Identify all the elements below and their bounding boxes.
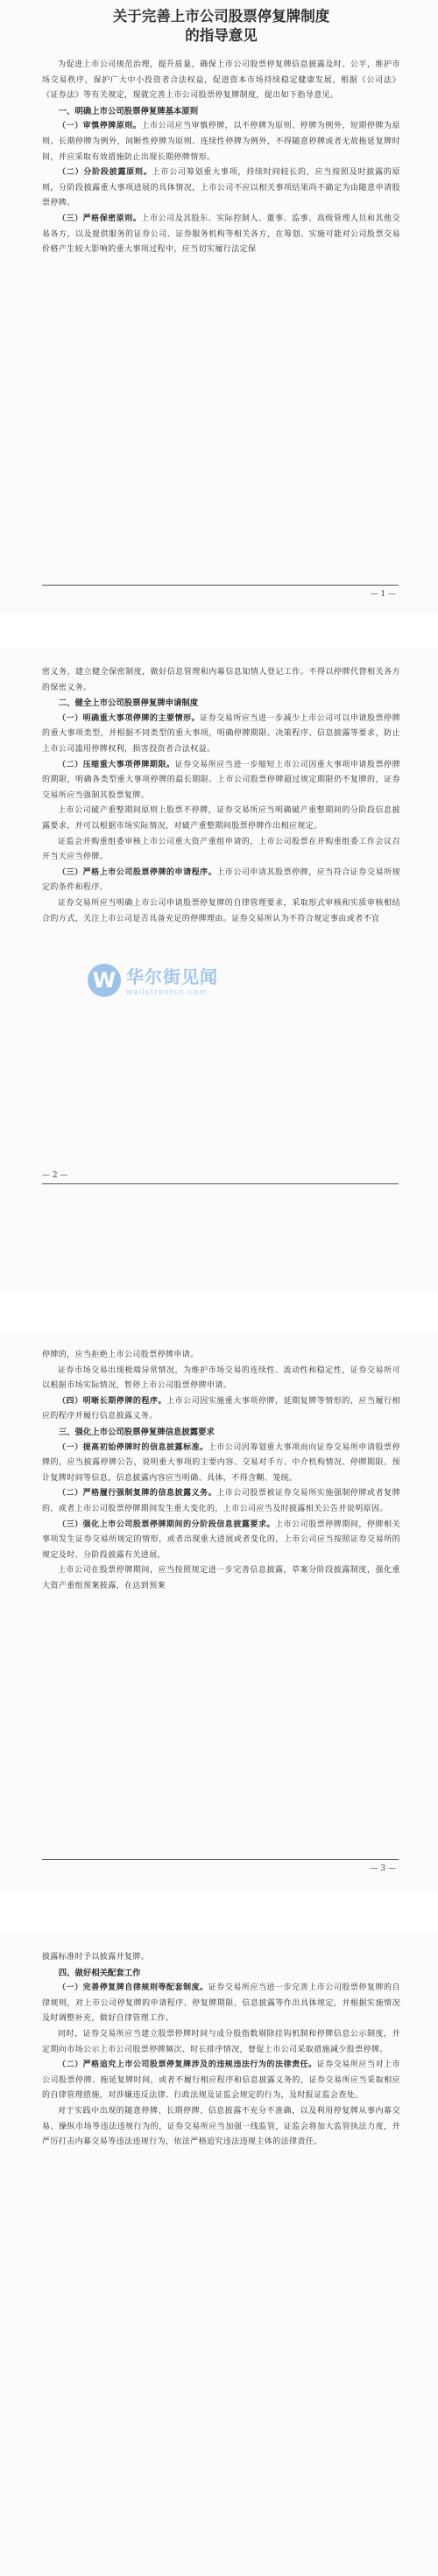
section-1-item-2 [42, 165, 400, 212]
section-3-item-3 [42, 1518, 400, 1564]
item-label: （二）分阶段披露原则。 [58, 168, 152, 178]
watermark-logo-icon: W [88, 964, 121, 997]
item-text: 上市公司应当审慎停牌，以不停牌为原则、停牌为例外，短期停牌为原则、长期停牌为例外，间断性停牌为原则、连续性停牌为例外，不得随意停牌或者无故拖延复牌时间，并应采取有效措施防止出现长期停牌情形。 [42, 122, 400, 162]
document-page-1 [0, 0, 438, 613]
continued-text: 披露标准时予以披露并复牌。 [42, 1953, 150, 1962]
item-text: 证券交易所应当对上市公司股票停牌、拖延复牌时间，或者不履行相应程序和信息披露义务的，证券交易所应当采取相应的自律管理措施，对涉嫌违反法律、行政法规及证监会规定的行为，及时报证监会查处。 [42, 2060, 400, 2101]
footer-rule [42, 1859, 399, 1860]
continued-text: 密义务，建立健全保密制度，做好信息管理和内幕信息知情人登记工作。不得以停牌代替相关各方的保密义务。 [42, 668, 400, 692]
item-text: 证券交易所应当进一步完善上市公司股票停复牌的自律规则，对上市公司停复牌的申请程序、停复牌期限、信息披露等作出具体规定，并根据实施情况及时调整补充，做好自律管理工作。 [42, 1983, 400, 2024]
section-4-item-2 [42, 2058, 400, 2104]
item-text: 证券交易所应当进一步减少上市公司可以申请股票停牌的重大事项类型，并根据不同类型的重大事项，明确停牌期限、决策程序、信息披露等要求，防止上市公司滥用停牌权利，损害投资者合法权益。 [42, 713, 400, 754]
item-text: 上市公司因实施重大事项停牌，延期复牌等情形的，应当履行相应的程序并履行信息披露义务。 [42, 1396, 401, 1421]
intro-paragraph: 为促进上市公司规范治理，提升质量，确保上市公司股票停复牌信息披露及时、公平，维护市场交易秩序，保护广大中小投资者合法权益，促进资本市场持续稳定健康发展，根据《公司法》《证券法》等有关规定，现就完善上市公司股票停复牌制度，提出如下指导意见。 [42, 60, 400, 101]
section-2-item-2-para-2: 上市公司破产重整期间原则上股票不停牌，证券交易所应当明确破产重整期间的分阶段信息披露要求，并可以根据市场实际情况，对破产重整期间股票停牌作出相应规定。 [42, 806, 400, 831]
item-text: 证券交易所应当进一步缩短上市公司因重大事项申请股票停牌的期限，明确各类型重大事项停牌的最长期限。上市公司股票停牌超过规定期限仍不复牌的，证券交易所应当强制其股票复牌。 [42, 760, 400, 800]
page-number: — 3 — [370, 1864, 396, 1873]
document-page-3 [0, 1330, 438, 1891]
item-label: （二）严格追究上市公司股票停复牌涉及的违规违法行为的法律责任。 [58, 2060, 317, 2070]
paragraph: 上市公司在股票停牌期间，应当按照规定进一步完善信息披露，草案分阶段披露制度，强化重大资产重组预案披露，在达到预案 [42, 1566, 400, 1590]
section-2-item-4 [42, 1394, 400, 1425]
item-label: （四）明晰长期停牌的程序。 [58, 1396, 167, 1406]
section-2-item-2 [42, 758, 400, 804]
footer-rule [42, 1183, 399, 1184]
item-text: 上市公司股票被证券交易所实施强制停牌或者复牌的，或者上市公司股票停牌期间发生重大变化的，上市公司应当及时披露相关公告并说明原因。 [42, 1489, 400, 1513]
item-label: （一）提高初始停牌时的信息披露标准。 [58, 1442, 208, 1452]
section-4-item-1 [42, 1981, 400, 2027]
item-label: （三）强化上市公司股票停牌期间的分阶段信息披露要求。 [58, 1520, 276, 1529]
paragraph: 同时，证券交易所应当建立股票停牌时间与成分股指数剔除挂钩机制和停牌信息公示制度，并定期向市场公示上市公司股票停牌频次、时长排序情况，督促上市公司采取措施减少股票停牌。 [42, 2029, 400, 2054]
document-title-line1: 关于完善上市公司股票停复牌制度 [112, 8, 330, 25]
item-label: （三）严格保密原则。 [58, 214, 142, 223]
section-2-item-3 [42, 866, 400, 896]
item-text: 上市公司筹划重大事项，持续时间较长的，应当按照及时披露的原则，分阶段披露重大事项进展的具体情况，上市公司不应以相关事项结果尚不确定为由随意申请股票停牌。 [42, 168, 401, 208]
item-label: （二）压缩重大事项停牌期限。 [58, 760, 175, 769]
item-label: （一）审慎停牌原则。 [58, 122, 142, 131]
watermark [88, 963, 218, 997]
continued-text: 停牌的，应当拒绝上市公司股票停牌申请。 [42, 1351, 199, 1359]
section-2-item-3-para-2: 证券交易所应当明确上市公司申请股票停复牌的自律管理要求，采取形式审核和实质审核相结合的方式，关注上市公司是否具备充足的停牌理由。证券交易所认为不符合规定事由或者不宜 [42, 898, 400, 923]
page-number: — 1 — [370, 590, 396, 599]
section-2-heading: 二、健全上市公司股票停复牌申请制度 [58, 698, 199, 709]
paragraph: 对于实践中出现的随意停牌、长期停牌、信息披露不充分不准确，以及利用停复牌从事内幕交易、操纵市场等违法违规行为的，证券交易所应当加强一线监管，证监会将加大监管执法力度，并严厉打击内幕交易等违法违规行为，依法严格追究违法违规主体的法律责任。 [42, 2106, 400, 2147]
section-1-item-3 [42, 212, 400, 258]
section-2-item-1 [42, 712, 400, 758]
item-text: 上市公司股票停牌期间，停牌相关事项发生证券交易所规定的情形，或者出现重大进展或者变化的，上市公司应当按照证券交易所的规定及时、分阶段披露有关进展。 [42, 1520, 400, 1560]
section-4-heading: 四、做好相关配套工作 [58, 1968, 141, 1978]
item-label: （二）严格履行强制复牌的信息披露义务。 [58, 1489, 217, 1499]
item-label: （三）严格上市公司股票停牌的申请程序。 [58, 867, 217, 877]
section-3-item-1 [42, 1441, 400, 1487]
footer-rule [42, 585, 399, 586]
item-label: （一）明确重大事项停牌的主要情形。 [58, 713, 201, 723]
item-text: 上市公司因筹划重大事项而向证券交易所申请股票停牌的，应当披露停牌公告，说明重大事项的主要内容、交易对手方、中介机构情况、停牌期限、预计复牌时间等信息，信息披露内容应当明确、具体，不得含糊、笼统。 [42, 1442, 400, 1483]
page-number: — 2 — [42, 1171, 68, 1180]
watermark-name: 华尔街见闻 [126, 966, 218, 987]
item-text: 上市公司及其股东、实际控制人、董事、监事、高级管理人员和其他交易各方，以及提供服务的证券公司、证券服务机构等相关各方，在筹划、实施可能对公司股票交易价格产生较大影响的重大事项过程中，应当切实履行法定保 [42, 214, 400, 255]
section-2-item-2-para-3: 证监会并购重组委审核上市公司重大资产重组申请的，上市公司股票在并购重组委工作会议召开当天应当停牌。 [42, 837, 400, 862]
document-title-line2: 的指导意见 [185, 27, 258, 44]
section-1-item-1 [42, 119, 400, 165]
section-3-item-2 [42, 1486, 400, 1517]
item-text: 上市公司申请其股票停牌，应当符合证券交易所规定的条件和程序。 [42, 867, 400, 893]
document-page-4 [0, 1933, 438, 2576]
section-3-heading: 三、强化上市公司股票停复牌信息披露要求 [58, 1427, 215, 1437]
document-page-2 [0, 648, 438, 1291]
item-label: （一）完善停复牌自律规则等配套制度。 [58, 1983, 208, 1993]
paragraph: 证券市场交易出现极端异常情况，为维护市场交易的连续性、流动性和稳定性，证券交易所可以根据市场实际情况，暂停上市公司股票停牌申请。 [42, 1365, 400, 1391]
section-1-heading: 一、明确上市公司股票停复牌基本原则 [58, 106, 199, 116]
watermark-url: wallstreetcn.com [126, 988, 208, 997]
